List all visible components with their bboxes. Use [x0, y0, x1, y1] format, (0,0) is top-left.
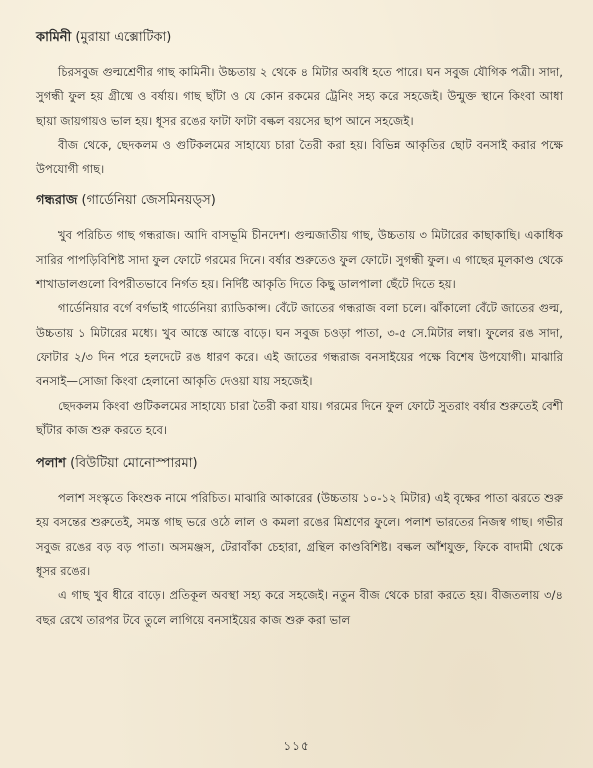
section-heading	[36, 28, 563, 48]
paragraph: এ গাছ খুব ধীরে বাড়ে। প্রতিকূল অবস্থা সহ্য করে সহজেই। নতুন বীজ থেকে চারা করতে হয়। বীজতলায় ৩/৪ বছর রেখে তারপর টবে তুলে লাগিয়ে বনসাইয়ের কাজ শুরু করা ভাল	[36, 588, 563, 627]
paragraph: বীজ থেকে, ছেদকলম ও গুটিকলমের সাহায্যে চারা তৈরী করা হয়। বিভিন্ন আকৃতির ছোট বনসাই করার পক্ষে উপযোগী গাছ।	[36, 137, 563, 177]
paragraph: ছেদকলম কিংবা গুটিকলমের সাহায্যে চারা তৈরী করা যায়। গরমের দিনে ফুল ফোটে সুতরাং বর্ষার শুরুতেই বেশী ছাঁটার কাজ শুরু করতে হবে।	[36, 398, 563, 437]
paragraph: খুব পরিচিত গাছ গন্ধরাজ। আদি বাসভূমি চীনদেশ। গুল্মজাতীয় গাছ, উচ্চতায় ৩ মিটারের কাছাকাছি। একাধিক সারির পাপড়িবিশিষ্ট সাদা ফুল ফোটে গরমের দিনে। বর্ষার শুরুতেও ফুল ফোটে। সুগন্ধী ফুল। এ গাছের মূলকাণ্ড থেকে শাখাডালগুলো বিপরীতভাবে নির্গত হয়। নির্দিষ্ট আকৃতি দিতে কিছু ডালপালা ছেঁটে দিতে হয়।	[36, 228, 563, 292]
scientific-name: (মুরায়া এক্সোটিকা)	[75, 30, 172, 45]
section-heading	[36, 454, 563, 474]
section-heading	[36, 191, 563, 211]
page-number: ১১৫	[283, 739, 310, 753]
paragraph: গার্ডেনিয়ার বর্গে বর্গভাই গার্ডেনিয়া র‍্যাডিকান্স। বেঁটে জাতের গন্ধরাজ বলা চলে। ঝাঁকালো বেঁটে জাতের গুল্ম, উচ্চতায় ১ মিটারের মধ্যে। খুব আস্তে আস্তে বাড়ে। ঘন সবুজ চওড়া পাতা, ৩-৫ সে.মিটার লম্বা। ফুলের রঙ সাদা, ফোটার ২/৩ দিন পরে হলদেটে রঙ ধারণ করে। এই জাতের গন্ধরাজ বনসাইয়ের পক্ষে বিশেষ উপযোগী। মাঝারি বনসাই—সোজা কিংবা হেলানো আকৃতি দেওয়া যায় সহজেই।	[36, 301, 563, 389]
scientific-name: (বিউটিয়া মোনোস্পারমা)	[70, 456, 198, 472]
section-gandharaj	[36, 191, 563, 442]
scientific-name: (গার্ডেনিয়া জেসমিনয়ড্স)	[81, 193, 216, 209]
plant-name: কামিনী	[36, 30, 72, 45]
paragraph: চিরসবুজ গুল্মশ্রেণীর গাছ কামিনী। উচ্চতায় ২ থেকে ৪ মিটার অবধি হতে পারে। ঘন সবুজ যৌগিক পত্রী। সাদা, সুগন্ধী ফুল হয় গ্রীষ্মে ও বর্ষায়। গাছ ছাঁটা ও যে কোন রকমের ট্রেনিং সহ্য করে সহজেই। উন্মুক্ত স্থানে কিংবা আধা ছায়া জায়গায়ও ভাল হয়। ধূসর রঙের ফাটা ফাটা বল্কল বয়সের ছাপ আনে সহজেই।	[36, 65, 563, 128]
plant-name: গন্ধরাজ	[36, 193, 78, 209]
plant-name: পলাশ	[36, 456, 66, 472]
section-kamini	[36, 28, 563, 181]
paragraph: পলাশ সংস্কৃতে কিংশুক নামে পরিচিত। মাঝারি আকারের (উচ্চতায় ১০-১২ মিটার) এই বৃক্ষের পাতা ঝরতে শুরু হয় বসন্তের শুরুতেই, সমস্ত গাছ ভরে ওঠে লাল ও কমলা রঙের মিশ্রণের ফুলে। পলাশ ভারতের নিজস্ব গাছ। গভীর সবুজ রঙের বড় বড় পাতা। অসমঞ্জস, টেরাবাঁকা চেহারা, গ্রন্থিল কাণ্ডবিশিষ্ট। বল্কল আঁশযুক্ত, ফিকে বাদামী থেকে ধূসর রঙের।	[36, 491, 563, 579]
section-palash	[36, 454, 563, 632]
